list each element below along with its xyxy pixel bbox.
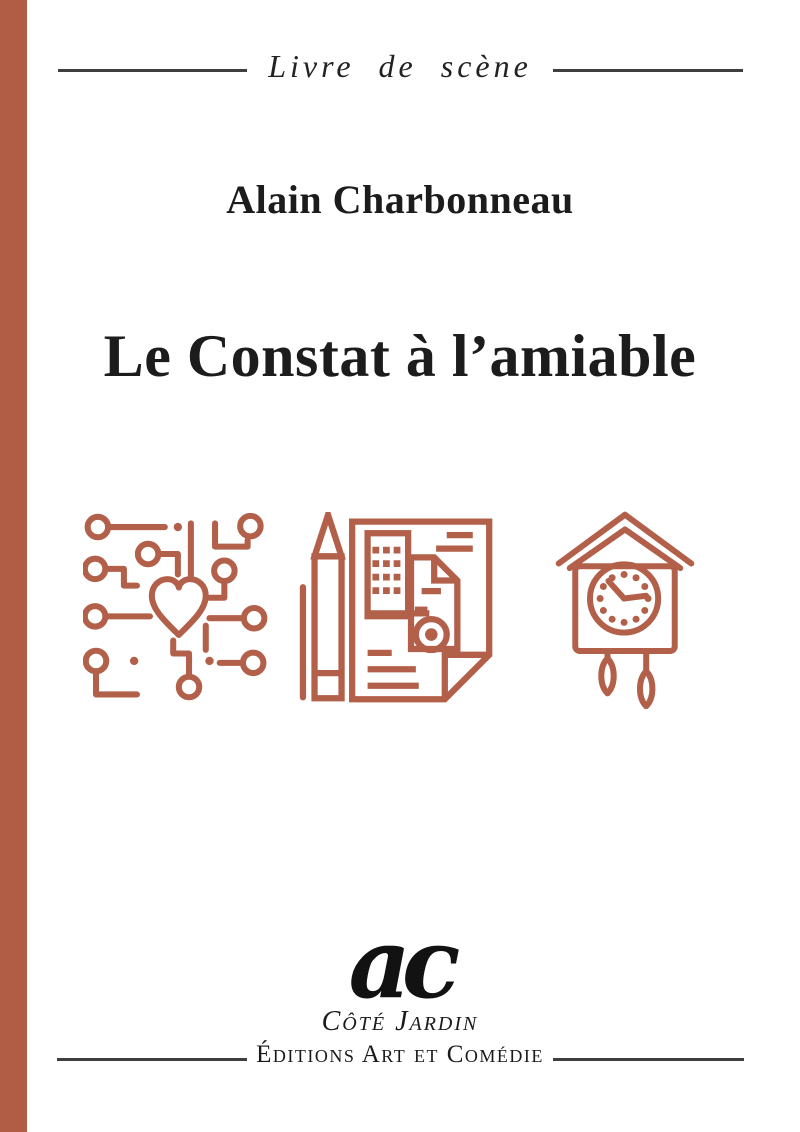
document-pencil-icon [299,512,497,705]
book-title: Le Constat à l’amiable [103,323,697,389]
publisher-logo: ac [348,907,452,1020]
publisher-name: Éditions Art et Comédie [256,1041,544,1068]
author-name: Alain Charbonneau [226,177,574,222]
cuckoo-clock-icon [555,511,695,709]
bottom-right-rule [553,1058,744,1061]
series-banner: Livre de scène [268,48,532,84]
collection-name: Côté Jardin [321,1006,479,1037]
circuit-heart-icon [83,512,269,703]
bottom-left-rule [57,1058,247,1061]
